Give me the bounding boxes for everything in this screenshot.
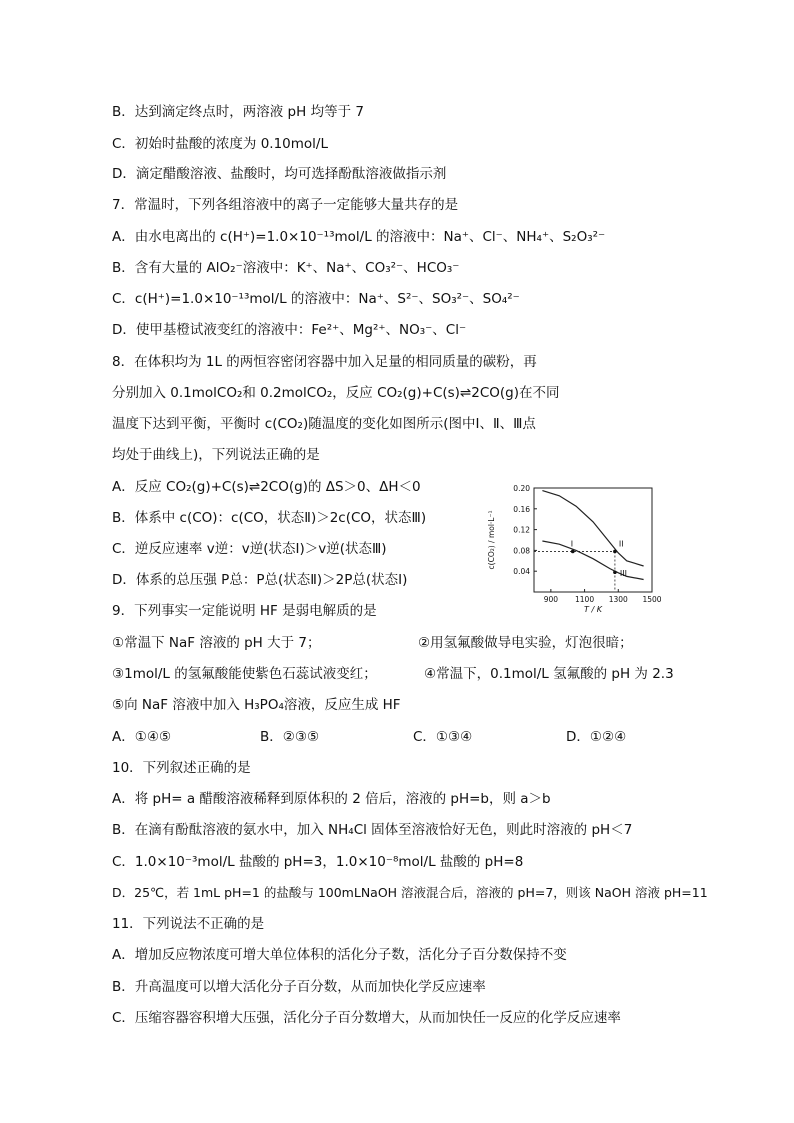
- x-tick-label: 1100: [575, 595, 595, 604]
- x-tick-label: 1500: [642, 595, 662, 604]
- state-point-label: I: [570, 539, 574, 549]
- choice-b: B．②③⑤: [260, 729, 320, 745]
- option-text: C．1.0×10⁻³mol/L 盐酸的 pH=3，1.0×10⁻⁸mol/L 盐酸的 pH=8: [112, 854, 524, 870]
- x-tick-label: 900: [543, 595, 559, 604]
- question-8-stem: 8．在体积均为 1L 的两恒容密闭容器中加入足量的相同质量的碳粉，再: [112, 354, 537, 370]
- choice-c: C．①③④: [413, 729, 473, 745]
- choice-a: A．①④⑤: [112, 729, 172, 745]
- question-9-stem: 9．下列事实一定能说明 HF 是弱电解质的是: [112, 603, 377, 619]
- co2-temperature-chart: [480, 478, 680, 613]
- series-line-1: [542, 491, 643, 566]
- option-text: C．压缩容器容积增大压强，活化分子百分数增大，从而加快任一反应的化学反应速率: [112, 1010, 621, 1026]
- option-text: A．将 pH= a 醋酸溶液稀释到原体积的 2 倍后，溶液的 pH=b，则 a＞b: [112, 791, 551, 807]
- option-text: A．反应 CO₂(g)+C(s)⇌2CO(g)的 ΔS＞0、ΔH＜0: [112, 479, 421, 495]
- option-text: ④常温下，0.1mol/L 氢氟酸的 pH 为 2.3: [424, 666, 674, 682]
- option-text: B．升高温度可以增大活化分子百分数，从而加快化学反应速率: [112, 979, 486, 995]
- option-text: ⑤向 NaF 溶液中加入 H₃PO₄溶液，反应生成 HF: [112, 697, 401, 713]
- option-text: D．体系的总压强 P总：P总(状态Ⅱ)＞2P总(状态Ⅰ): [112, 572, 408, 588]
- question-7-stem: 7．常温时，下列各组溶液中的离子一定能够大量共存的是: [112, 197, 459, 213]
- y-tick-label: 0.16: [513, 504, 530, 514]
- option-text: D．滴定醋酸溶液、盐酸时，均可选择酚酞溶液做指示剂: [112, 166, 447, 182]
- option-text: D．25℃，若 1mL pH=1 的盐酸与 100mLNaOH 溶液混合后，溶液的 pH=7，则该 NaOH 溶液 pH=11: [112, 885, 708, 900]
- question-8-stem: 分别加入 0.1molCO₂和 0.2molCO₂，反应 CO₂(g)+C(s)⇌2CO(g)在不同: [112, 385, 560, 401]
- option-text: ①常温下 NaF 溶液的 pH 大于 7；: [112, 635, 321, 651]
- question-11-stem: 11．下列说法不正确的是: [112, 916, 265, 932]
- option-text: B．含有大量的 AlO₂⁻溶液中：K⁺、Na⁺、CO₃²⁻、HCO₃⁻: [112, 260, 460, 276]
- option-text: B．达到滴定终点时，两溶液 pH 均等于 7: [112, 104, 364, 120]
- state-point: [571, 550, 575, 554]
- y-axis-label: c(CO₂) / mol·L⁻¹: [487, 510, 496, 570]
- option-text: A．由水电离出的 c(H⁺)=1.0×10⁻¹³mol/L 的溶液中：Na⁺、Cl⁻、NH₄⁺、S₂O₃²⁻: [112, 229, 606, 245]
- x-tick-label: 1300: [608, 595, 628, 604]
- y-tick-label: 0.20: [513, 484, 530, 493]
- plot-frame: [534, 488, 652, 592]
- question-8-stem: 温度下达到平衡，平衡时 c(CO₂)随温度的变化如图所示(图中Ⅰ、Ⅱ、Ⅲ点: [112, 416, 536, 432]
- x-axis-label: T / K: [584, 605, 602, 613]
- choice-d: D．①②④: [566, 729, 627, 745]
- state-point-label: II: [618, 539, 624, 549]
- question-10-stem: 10．下列叙述正确的是: [112, 760, 251, 776]
- y-tick-label: 0.12: [513, 525, 530, 535]
- y-tick-label: 0.04: [513, 567, 530, 577]
- question-8-stem: 均处于曲线上)，下列说法正确的是: [112, 447, 320, 463]
- state-point: [613, 570, 617, 574]
- option-text: D．使甲基橙试液变红的溶液中：Fe²⁺、Mg²⁺、NO₃⁻、Cl⁻: [112, 322, 467, 338]
- option-text: B．体系中 c(CO)：c(CO，状态Ⅱ)＞2c(CO，状态Ⅲ): [112, 510, 427, 526]
- option-text: B．在滴有酚酞溶液的氨水中，加入 NH₄Cl 固体至溶液恰好无色，则此时溶液的 pH＜7: [112, 822, 633, 838]
- y-tick-label: 0.08: [513, 546, 530, 556]
- option-text: C．初始时盐酸的浓度为 0.10mol/L: [112, 136, 329, 152]
- state-point: [613, 550, 617, 554]
- option-text: C．逆反应速率 v逆：v逆(状态Ⅰ)＞v逆(状态Ⅲ): [112, 541, 387, 557]
- option-text: C．c(H⁺)=1.0×10⁻¹³mol/L 的溶液中：Na⁺、S²⁻、SO₃²⁻、SO₄²⁻: [112, 291, 520, 307]
- option-text: ③1mol/L 的氢氟酸能使紫色石蕊试液变红；: [112, 666, 377, 682]
- series-line-2: [542, 541, 643, 580]
- option-text: ②用氢氟酸做导电实验，灯泡很暗；: [418, 635, 633, 651]
- option-text: A．增加反应物浓度可增大单位体积的活化分子数，活化分子百分数保持不变: [112, 947, 567, 963]
- state-point-label: III: [619, 569, 627, 579]
